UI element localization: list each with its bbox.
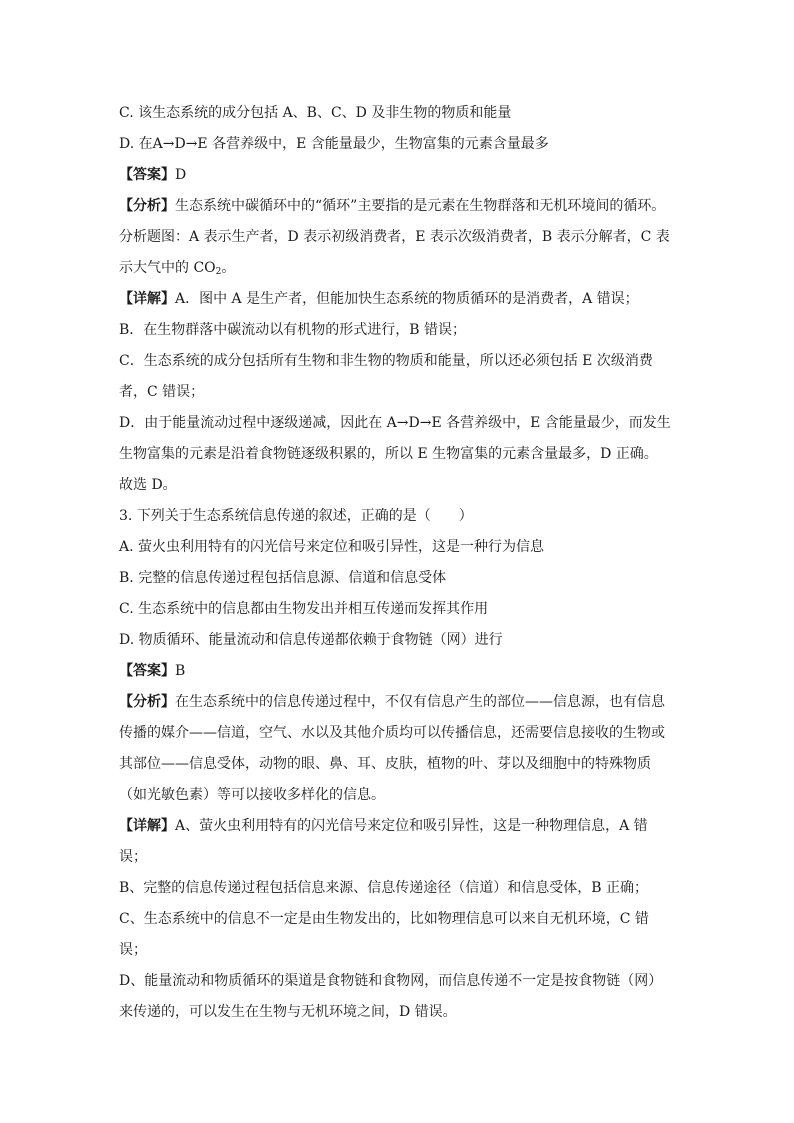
detail-text: A、萤火虫利用特有的闪光信号来定位和吸引异性，这是一种物理信息，A 错 bbox=[175, 818, 648, 834]
q2-detail-line: 故选 D。 bbox=[119, 477, 177, 493]
q3-detail-line bbox=[119, 816, 648, 836]
analysis-text: 在生态系统中的信息传递过程中，不仅有信息产生的部位——信息源，也有信息 bbox=[175, 694, 665, 710]
q2-option-c: C. 该生态系统的成分包括 A、B、C、D 及非生物的物质和能量 bbox=[119, 105, 512, 121]
q2-option-d: D. 在A→D→E 各营养级中，E 含能量最少，生物富集的元素含量最多 bbox=[119, 136, 549, 152]
analysis-text: 生态系统中碳循环中的“循环”主要指的是元素在生物群落和无机环境间的循环。 bbox=[175, 198, 666, 214]
q3-detail-line: 来传递的，可以发生在生物与无机环境之间，D 错误。 bbox=[119, 1004, 457, 1020]
q2-analysis-line: 分析题图：A 表示生产者，D 表示初级消费者，E 表示次级消费者，B 表示分解者，C 表 bbox=[119, 229, 670, 245]
q2-detail-line: C．生态系统的成分包括所有生物和非生物的物质和能量，所以还必须包括 E 次级消费 bbox=[119, 353, 653, 369]
q2-detail-line: D．由于能量流动过程中逐级递减，因此在 A→D→E 各营养级中，E 含能量最少，而发生 bbox=[119, 415, 671, 431]
q2-analysis-line bbox=[119, 196, 665, 216]
q3-answer bbox=[119, 661, 185, 681]
q3-analysis-line bbox=[119, 692, 665, 712]
q3-analysis-line: 传播的媒介——信道，空气、水以及其他介质均可以传播信息，还需要信息接收的生物或 bbox=[119, 725, 665, 741]
answer-label: 【答案】 bbox=[119, 167, 175, 183]
answer-value: B bbox=[175, 663, 186, 679]
q2-detail-line: 者，C 错误； bbox=[119, 384, 205, 400]
q3-stem: 3. 下列关于生态系统信息传递的叙述，正确的是（ ） bbox=[119, 508, 473, 524]
answer-value: D bbox=[175, 167, 187, 183]
q3-analysis-line: 其部位——信息受体，动物的眼、鼻、耳、皮肤，植物的叶、芽以及细胞中的特殊物质 bbox=[119, 756, 651, 772]
q3-detail-line: D、能量流动和物质循环的渠道是食物链和食物网，而信息传递不一定是按食物链（网） bbox=[119, 973, 663, 989]
analysis-text: 示大气中的 CO bbox=[119, 260, 216, 276]
analysis-text: 。 bbox=[221, 260, 236, 276]
detail-label: 【详解】 bbox=[119, 291, 175, 307]
q3-analysis-line: （如光敏色素）等可以接收多样化的信息。 bbox=[119, 787, 385, 803]
q3-detail-line: C、生态系统中的信息不一定是由生物发出的，比如物理信息可以来自无机环境，C 错 bbox=[119, 911, 649, 927]
q2-detail-line bbox=[119, 289, 639, 309]
q2-detail-line: B．在生物群落中碳流动以有机物的形式进行，B 错误； bbox=[119, 322, 467, 338]
q2-answer bbox=[119, 165, 186, 185]
analysis-label: 【分析】 bbox=[119, 198, 175, 214]
q2-detail-line: 生物富集的元素是沿着食物链逐级积累的，所以 E 生物富集的元素含量最多，D 正确。 bbox=[119, 446, 658, 462]
q3-option-d: D. 物质循环、能量流动和信息传递都依赖于食物链（网）进行 bbox=[119, 632, 503, 648]
q3-option-c: C. 生态系统中的信息都由生物发出并相互传递而发挥其作用 bbox=[119, 601, 489, 617]
q3-option-b: B. 完整的信息传递过程包括信息源、信道和信息受体 bbox=[119, 570, 447, 586]
q3-detail-line: 误； bbox=[119, 849, 147, 865]
q3-detail-line: B、完整的信息传递过程包括信息来源、信息传递途径（信道）和信息受体，B 正确； bbox=[119, 880, 649, 896]
analysis-label: 【分析】 bbox=[119, 694, 175, 710]
detail-text: A．图中 A 是生产者，但能加快生态系统的物质循环的是消费者，A 错误； bbox=[175, 291, 639, 307]
subscript: 2 bbox=[215, 267, 222, 277]
detail-label: 【详解】 bbox=[119, 818, 175, 834]
q3-option-a: A. 萤火虫利用特有的闪光信号来定位和吸引异性，这是一种行为信息 bbox=[119, 539, 545, 555]
q2-analysis-line bbox=[119, 258, 235, 278]
q3-detail-line: 误； bbox=[119, 942, 147, 958]
answer-label: 【答案】 bbox=[119, 663, 175, 679]
